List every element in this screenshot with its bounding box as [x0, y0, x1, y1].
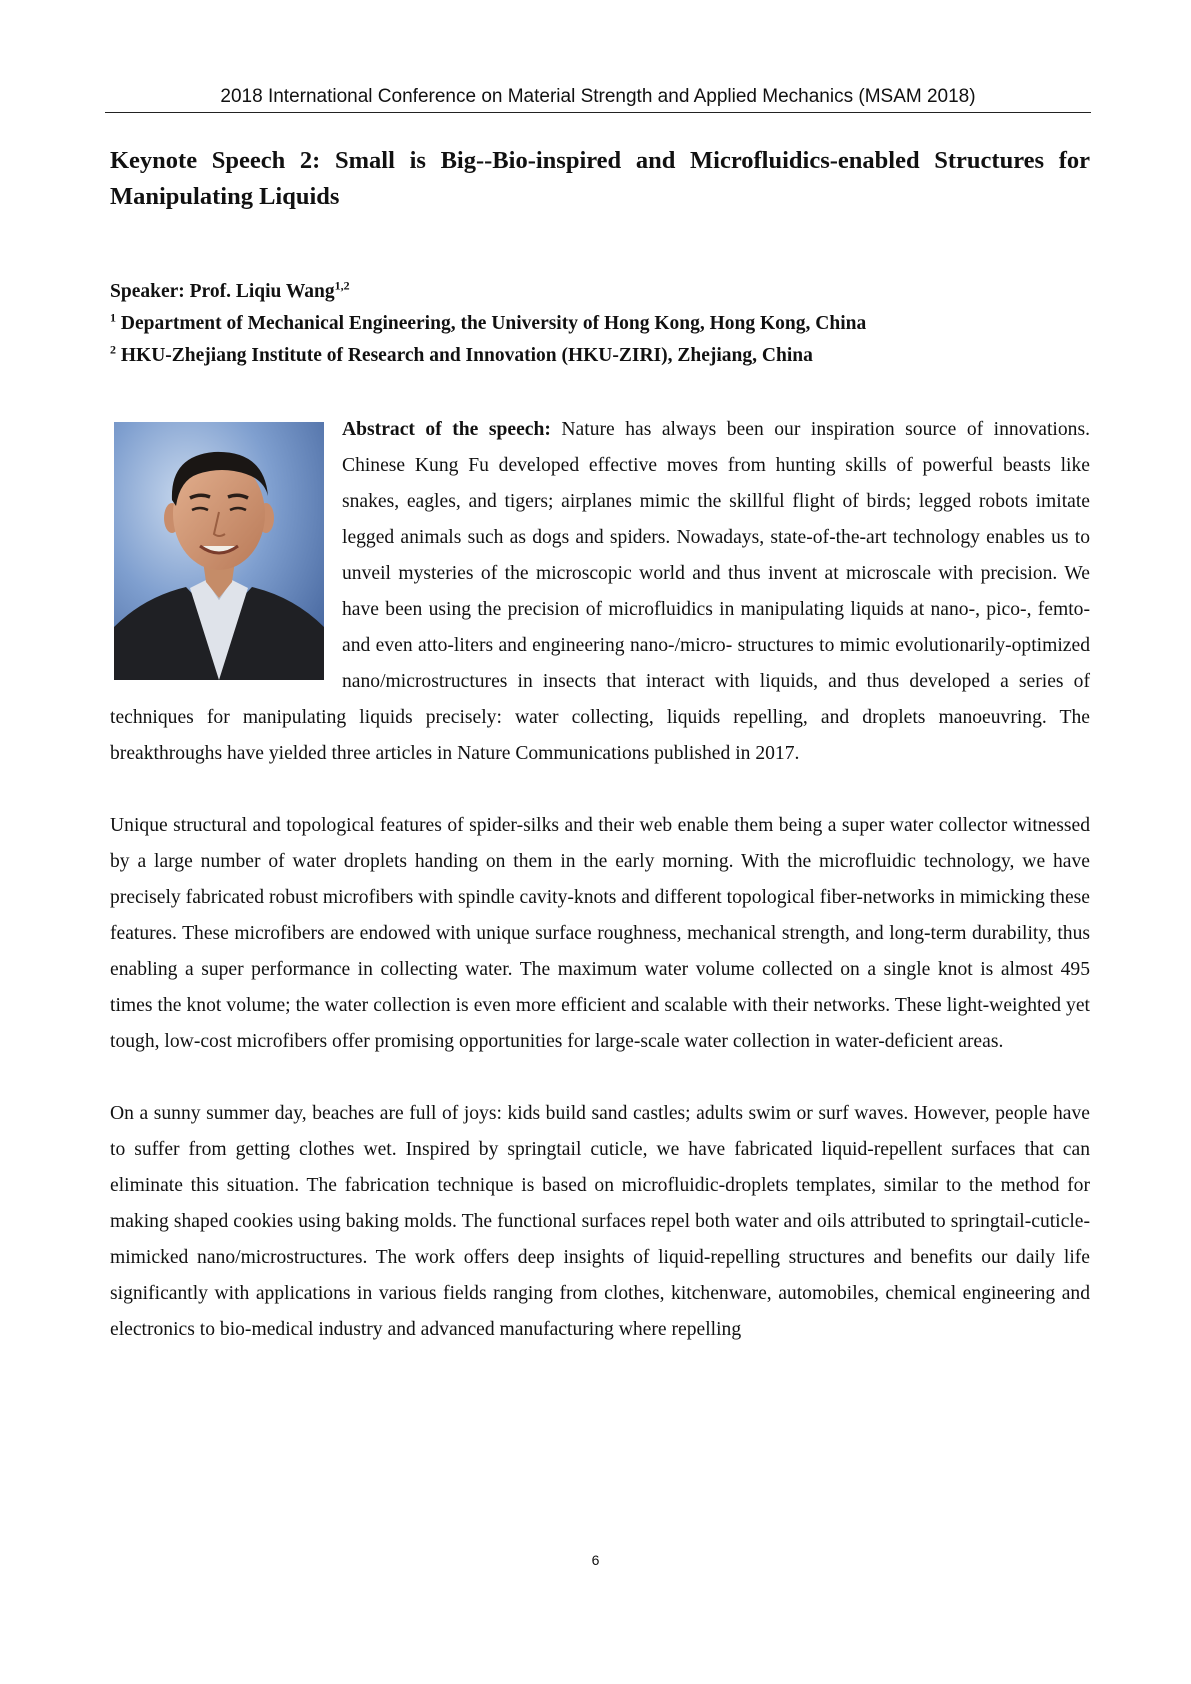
- speaker-affiliation-marks: 1,2: [334, 278, 350, 293]
- affiliation-2-text: HKU-Zhejiang Institute of Research and Innovation (HKU-ZIRI), Zhejiang, China: [116, 345, 813, 366]
- abstract-paragraph: [110, 412, 1090, 772]
- conference-header: 2018 International Conference on Material Strength and Applied Mechanics (MSAM 2018): [105, 86, 1091, 113]
- abstract-label: Abstract of the speech:: [342, 419, 551, 440]
- page-number: 6: [591, 1552, 600, 1568]
- body-paragraph-liquid-repellent: On a sunny summer day, beaches are full of joys: kids build sand castles; adults swim or surf waves. However, people have to suffer from getting clothes wet. Inspired by springtail cuticle, we have fabricated liquid-repellent surfaces that can eliminate this situation. The fabrication technique is based on microfluidic-droplets templates, similar to the method for making shaped cookies using baking molds. The functional surfaces repel both water and oils attributed to springtail-cuticle-mimicked nano/microstructures. The work offers deep insights of liquid-repelling structures and benefits our daily life significantly with applications in various fields ranging from clothes, kitchenware, automobiles, chemical engineering and electronics to bio-medical industry and advanced manufacturing where repelling: [110, 1103, 1090, 1340]
- speaker-block: [110, 276, 1090, 372]
- affiliation-1-number: 1: [110, 310, 116, 325]
- keynote-title: Keynote Speech 2: Small is Big--Bio-inspired and Microfluidics-enabled Structures for Manipulating Liquids: [110, 147, 1090, 210]
- affiliation-1-text: Department of Mechanical Engineering, the University of Hong Kong, Hong Kong, China: [116, 313, 867, 334]
- speaker-portrait-photo: [114, 422, 324, 680]
- speaker-line: [110, 276, 1090, 308]
- article-body: [110, 412, 1090, 1384]
- speaker-name: Speaker: Prof. Liqiu Wang: [110, 281, 335, 302]
- affiliation-2: [110, 340, 1090, 372]
- abstract-text: Nature has always been our inspiration source of innovations. Chinese Kung Fu developed effective moves from hunting skills of powerful beasts like snakes, eagles, and tigers; airplanes mimic the skillful flight of birds; legged robots imitate legged animals such as dogs and spiders. Nowadays, state-of-the-art technology enables us to unveil mysteries of the microscopic world and thus invent at microscale with precision. We have been using the precision of microfluidics in manipulating liquids at nano-, pico-, femto- and even atto-liters and engineering nano-/micro- structures to mimic evolutionarily-optimized nano/microstructures in insects that interact with liquids, and thus developed a series of techniques for manipulating liquids precisely: water collecting, liquids repelling, and droplets manoeuvring. The breakthroughs have yielded three articles in Nature Communications published in 2017.: [110, 419, 1090, 764]
- affiliation-2-number: 2: [110, 342, 116, 357]
- body-paragraph-water-collection: Unique structural and topological features of spider-silks and their web enable them being a super water collector witnessed by a large number of water droplets handing on them in the early morning. With the microfluidic technology, we have precisely fabricated robust microfibers with spindle cavity-knots and different topological fiber-networks in mimicking these features. These microfibers are endowed with unique surface roughness, mechanical strength, and long-term durability, thus enabling a super performance in collecting water. The maximum water volume collected on a single knot is almost 495 times the knot volume; the water collection is even more efficient and scalable with their networks. These light-weighted yet tough, low-cost microfibers offer promising opportunities for large-scale water collection in water-deficient areas.: [110, 815, 1090, 1052]
- affiliation-1: [110, 308, 1090, 340]
